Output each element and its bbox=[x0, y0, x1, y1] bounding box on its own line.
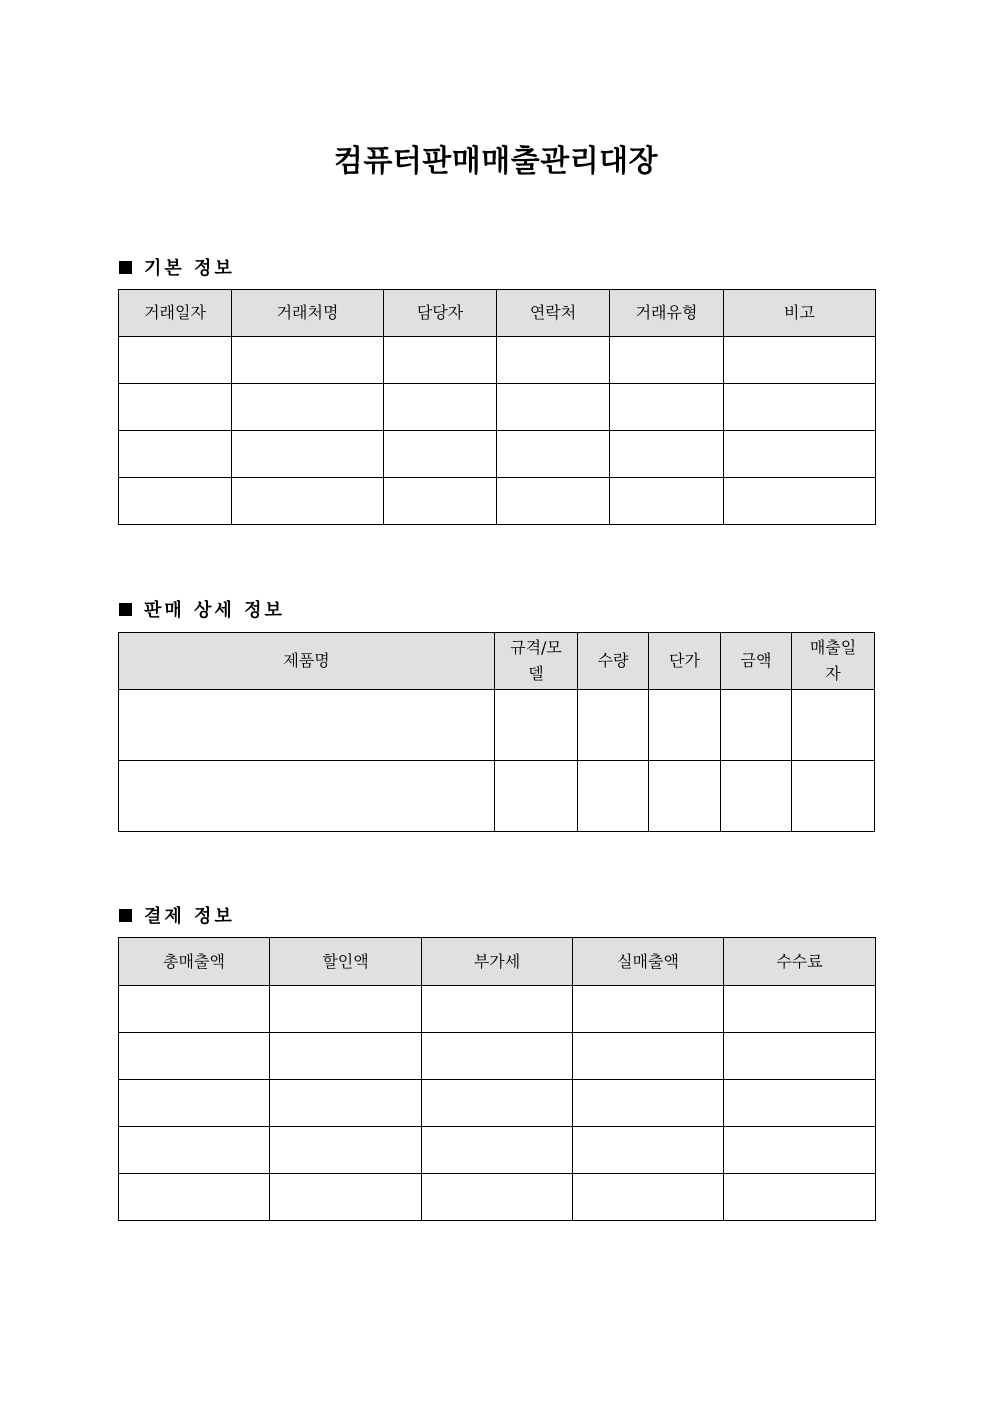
table-cell[interactable] bbox=[495, 690, 578, 761]
table-row bbox=[119, 1080, 876, 1127]
table-cell[interactable] bbox=[422, 1174, 573, 1221]
header-cell: 할인액 bbox=[270, 938, 422, 986]
section-heading-text: 결제 정보 bbox=[144, 906, 235, 927]
table-cell[interactable] bbox=[721, 761, 792, 832]
table-row bbox=[119, 478, 876, 525]
table-cell[interactable] bbox=[270, 1033, 422, 1080]
document-title: 컴퓨터판매매출관리대장 bbox=[333, 144, 659, 179]
table-cell[interactable] bbox=[270, 1174, 422, 1221]
table-cell[interactable] bbox=[721, 690, 792, 761]
table-cell[interactable] bbox=[610, 478, 724, 525]
header-cell: 거래일자 bbox=[119, 290, 232, 337]
table-cell[interactable] bbox=[792, 690, 875, 761]
table-cell[interactable] bbox=[119, 690, 495, 761]
table-cell[interactable] bbox=[578, 690, 649, 761]
table-cell[interactable] bbox=[495, 761, 578, 832]
table-cell[interactable] bbox=[573, 1080, 724, 1127]
table-cell[interactable] bbox=[422, 1033, 573, 1080]
table-cell[interactable] bbox=[610, 431, 724, 478]
table-cell[interactable] bbox=[119, 431, 232, 478]
header-cell: 담당자 bbox=[384, 290, 497, 337]
section-heading-text: 판매 상세 정보 bbox=[144, 600, 285, 621]
header-cell: 규격/모델 bbox=[495, 633, 578, 690]
table-cell[interactable] bbox=[270, 1127, 422, 1174]
table-cell[interactable] bbox=[422, 1127, 573, 1174]
table-cell[interactable] bbox=[573, 1174, 724, 1221]
table-cell[interactable] bbox=[724, 384, 876, 431]
square-bullet-icon bbox=[119, 261, 132, 274]
section-heading-sales bbox=[119, 596, 285, 622]
table-header-row bbox=[119, 633, 875, 690]
table-cell[interactable] bbox=[724, 986, 876, 1033]
header-cell: 수량 bbox=[578, 633, 649, 690]
section-heading-basic bbox=[119, 254, 235, 280]
table-cell[interactable] bbox=[610, 384, 724, 431]
square-bullet-icon bbox=[119, 603, 132, 616]
table-row bbox=[119, 1174, 876, 1221]
table-cell[interactable] bbox=[497, 431, 610, 478]
table-cell[interactable] bbox=[119, 761, 495, 832]
table-cell[interactable] bbox=[384, 337, 497, 384]
table-cell[interactable] bbox=[119, 1174, 270, 1221]
payment-info-table bbox=[118, 937, 876, 1221]
table-cell[interactable] bbox=[119, 1080, 270, 1127]
header-cell: 거래유형 bbox=[610, 290, 724, 337]
table-cell[interactable] bbox=[119, 337, 232, 384]
header-cell: 매출일자 bbox=[792, 633, 875, 690]
table-cell[interactable] bbox=[724, 1174, 876, 1221]
header-cell: 수수료 bbox=[724, 938, 876, 986]
table-row bbox=[119, 337, 876, 384]
header-cell: 실매출액 bbox=[573, 938, 724, 986]
table-cell[interactable] bbox=[119, 1127, 270, 1174]
table-cell[interactable] bbox=[119, 384, 232, 431]
table-cell[interactable] bbox=[232, 478, 384, 525]
table-header-row bbox=[119, 290, 876, 337]
sales-detail-table bbox=[118, 632, 875, 832]
table-cell[interactable] bbox=[649, 690, 721, 761]
table-cell[interactable] bbox=[119, 1033, 270, 1080]
table-cell[interactable] bbox=[270, 1080, 422, 1127]
table-header-row bbox=[119, 938, 876, 986]
table-cell[interactable] bbox=[724, 431, 876, 478]
table-row bbox=[119, 761, 875, 832]
table-cell[interactable] bbox=[232, 337, 384, 384]
table-cell[interactable] bbox=[422, 1080, 573, 1127]
table-cell[interactable] bbox=[422, 986, 573, 1033]
table-cell[interactable] bbox=[649, 761, 721, 832]
table-cell[interactable] bbox=[724, 1127, 876, 1174]
table-cell[interactable] bbox=[119, 986, 270, 1033]
table-cell[interactable] bbox=[384, 431, 497, 478]
header-cell: 비고 bbox=[724, 290, 876, 337]
header-cell: 부가세 bbox=[422, 938, 573, 986]
table-cell[interactable] bbox=[610, 337, 724, 384]
table-cell[interactable] bbox=[724, 478, 876, 525]
section-heading-text: 기본 정보 bbox=[144, 258, 235, 279]
table-cell[interactable] bbox=[497, 384, 610, 431]
header-cell: 금액 bbox=[721, 633, 792, 690]
square-bullet-icon bbox=[119, 909, 132, 922]
table-cell[interactable] bbox=[270, 986, 422, 1033]
table-cell[interactable] bbox=[384, 478, 497, 525]
table-cell[interactable] bbox=[384, 384, 497, 431]
table-cell[interactable] bbox=[724, 1080, 876, 1127]
header-cell: 총매출액 bbox=[119, 938, 270, 986]
header-cell: 제품명 bbox=[119, 633, 495, 690]
section-heading-payment bbox=[119, 902, 235, 928]
header-cell: 거래처명 bbox=[232, 290, 384, 337]
table-row bbox=[119, 1127, 876, 1174]
table-cell[interactable] bbox=[724, 1033, 876, 1080]
table-cell[interactable] bbox=[119, 478, 232, 525]
table-cell[interactable] bbox=[497, 337, 610, 384]
table-cell[interactable] bbox=[578, 761, 649, 832]
table-row bbox=[119, 690, 875, 761]
table-cell[interactable] bbox=[497, 478, 610, 525]
header-cell: 연락처 bbox=[497, 290, 610, 337]
table-cell[interactable] bbox=[232, 431, 384, 478]
header-cell: 단가 bbox=[649, 633, 721, 690]
table-cell[interactable] bbox=[573, 986, 724, 1033]
table-row bbox=[119, 1033, 876, 1080]
basic-info-table bbox=[118, 289, 876, 525]
table-row bbox=[119, 431, 876, 478]
table-row bbox=[119, 986, 876, 1033]
table-cell[interactable] bbox=[573, 1033, 724, 1080]
table-cell[interactable] bbox=[232, 384, 384, 431]
table-row bbox=[119, 384, 876, 431]
table-cell[interactable] bbox=[792, 761, 875, 832]
table-cell[interactable] bbox=[724, 337, 876, 384]
table-cell[interactable] bbox=[573, 1127, 724, 1174]
